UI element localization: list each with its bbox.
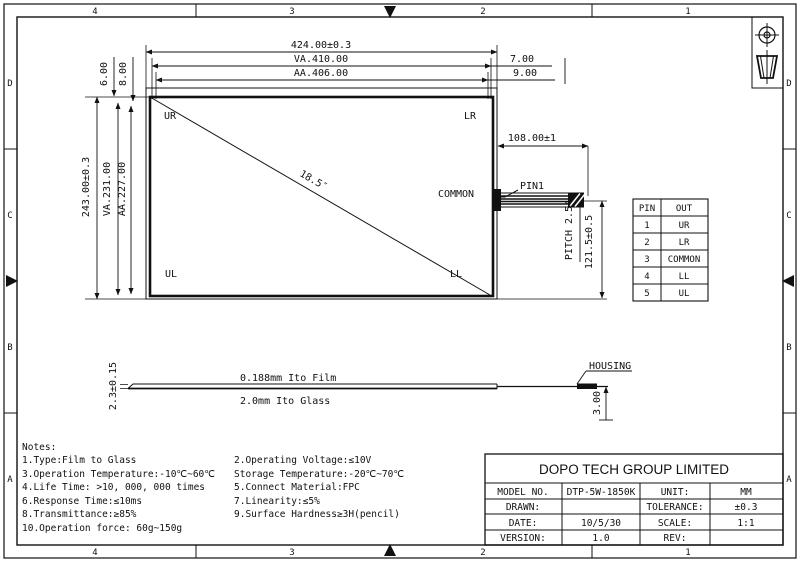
notes-block <box>22 442 404 534</box>
zone-bottom-2: 2 <box>480 548 486 558</box>
pin-row-4-out: LL <box>678 272 690 282</box>
dim-pitch: PITCH 2.54 <box>564 199 575 261</box>
center-mark-bottom <box>384 544 396 556</box>
pin-table-header-pin: PIN <box>638 204 656 214</box>
center-mark-left <box>6 275 18 287</box>
cell-unit-value: MM <box>740 487 752 498</box>
corner-label-lr: LR <box>464 111 477 122</box>
zone-right-a: A <box>786 475 792 485</box>
top-dimensions <box>146 40 565 99</box>
zone-top-2: 2 <box>480 7 486 17</box>
cell-rev-label: REV: <box>663 533 687 544</box>
dim-left-6: 6.00 <box>99 61 110 87</box>
cell-scale-label: SCALE: <box>657 518 693 529</box>
section-thickness-dim: 2.3±0.15 <box>108 361 119 411</box>
target-icon <box>755 23 779 47</box>
notes-title: Notes: <box>22 442 57 453</box>
note-left-5: 8.Transmittance:≥85% <box>22 509 137 520</box>
dim-fpc-length: 108.00±1 <box>507 133 557 144</box>
cell-model-label: MODEL NO. <box>497 487 549 498</box>
pin-table-header-out: OUT <box>675 204 693 214</box>
cell-scale-value: 1:1 <box>737 518 755 529</box>
zone-top-1: 1 <box>685 7 691 17</box>
dim-va-height: VA.231.00 <box>102 161 113 217</box>
film-label: 0.188mm Ito Film <box>240 373 337 384</box>
dim-overall-width: 424.00±0.3 <box>290 40 352 51</box>
pin-row-1-out: UR <box>678 221 690 231</box>
zone-left-a: A <box>7 475 13 485</box>
note-left-2: 3.Operation Temperature:-10℃~60℃ <box>22 469 215 480</box>
note-right-3: 5.Connect Material:FPC <box>234 482 360 493</box>
title-block <box>485 454 783 545</box>
note-left-4: 6.Response Time:≤10ms <box>22 496 143 507</box>
center-mark-top <box>384 6 396 18</box>
pin-row-3-out: COMMON <box>667 255 701 265</box>
pin-row-3-num: 3 <box>644 255 650 265</box>
housing-label: HOUSING <box>589 361 632 372</box>
zone-bottom-1: 1 <box>685 548 691 558</box>
dim-aa-width: AA.406.00 <box>293 68 349 79</box>
housing-block <box>577 384 597 390</box>
diagonal-size-label: 18.5″ <box>297 168 330 194</box>
cell-model-value: DTP-5W-1850K <box>566 487 636 498</box>
zone-left-d: D <box>7 79 13 89</box>
zone-right-d: D <box>786 79 792 89</box>
center-mark-right <box>782 275 794 287</box>
dim-left-8: 8.00 <box>118 61 129 87</box>
dim-fpc-y: 121.5±0.5 <box>584 214 595 270</box>
cell-drawn-label: DRAWN: <box>505 502 541 513</box>
cone-projection-icon <box>757 50 777 84</box>
dim-overall-height: 243.00±0.3 <box>81 156 92 218</box>
zone-bottom-4: 4 <box>92 548 98 558</box>
zone-right-b: B <box>786 343 792 353</box>
fpc-tail <box>492 133 607 299</box>
dim-right-9: 9.00 <box>512 68 538 79</box>
housing-dim: 3.00 <box>592 390 603 416</box>
company-name: DOPO TECH GROUP LIMITED <box>538 462 730 477</box>
corner-label-ul: UL <box>165 269 178 280</box>
pin-row-5-num: 5 <box>644 289 650 299</box>
pin-row-4-num: 4 <box>644 272 650 282</box>
dim-right-7: 7.00 <box>509 54 535 65</box>
section-view <box>108 361 632 420</box>
glass-label: 2.0mm Ito Glass <box>240 396 331 407</box>
cell-version-value: 1.0 <box>592 533 610 544</box>
cell-version-label: VERSION: <box>500 533 546 544</box>
pin-row-2-out: LR <box>678 238 690 248</box>
zone-left-c: C <box>7 211 13 221</box>
note-right-4: 7.Linearity:≤5% <box>234 496 320 507</box>
dim-va-width: VA.410.00 <box>293 54 349 65</box>
note-left-1: 1.Type:Film to Glass <box>22 455 137 466</box>
note-left-6: 10.Operation force: 60g~150g <box>22 523 183 534</box>
note-right-2: Storage Temperature:-20℃~70℃ <box>234 469 405 480</box>
left-dimensions <box>81 57 150 299</box>
zone-bottom-3: 3 <box>289 548 295 558</box>
zone-top-4: 4 <box>92 7 98 17</box>
cell-date-value: 10/5/30 <box>580 518 622 529</box>
pin1-label: PIN1 <box>520 181 545 192</box>
common-label: COMMON <box>437 189 475 200</box>
note-right-5: 9.Surface Hardness≥3H(pencil) <box>234 509 400 520</box>
cell-tolerance-label: TOLERANCE: <box>646 502 704 513</box>
pin-row-2-num: 2 <box>644 238 650 248</box>
cell-unit-label: UNIT: <box>660 487 690 498</box>
pin-row-5-out: UL <box>678 289 690 299</box>
note-right-1: 2.Operating Voltage:≤10V <box>234 455 372 466</box>
corner-label-ll: LL <box>450 269 463 280</box>
projection-symbol <box>752 17 783 88</box>
zone-left-b: B <box>7 343 13 353</box>
cell-tolerance-value: ±0.3 <box>734 502 758 513</box>
note-left-3: 4.Life Time: >10, 000, 000 times <box>22 482 206 493</box>
zone-top-3: 3 <box>289 7 295 17</box>
corner-label-ur: UR <box>164 111 177 122</box>
pin-row-1-num: 1 <box>644 221 650 231</box>
zone-right-c: C <box>786 211 792 221</box>
panel-plan-view <box>146 88 497 299</box>
cell-date-label: DATE: <box>508 518 538 529</box>
dim-aa-height: AA.227.00 <box>117 161 128 217</box>
pin-table <box>633 199 708 301</box>
